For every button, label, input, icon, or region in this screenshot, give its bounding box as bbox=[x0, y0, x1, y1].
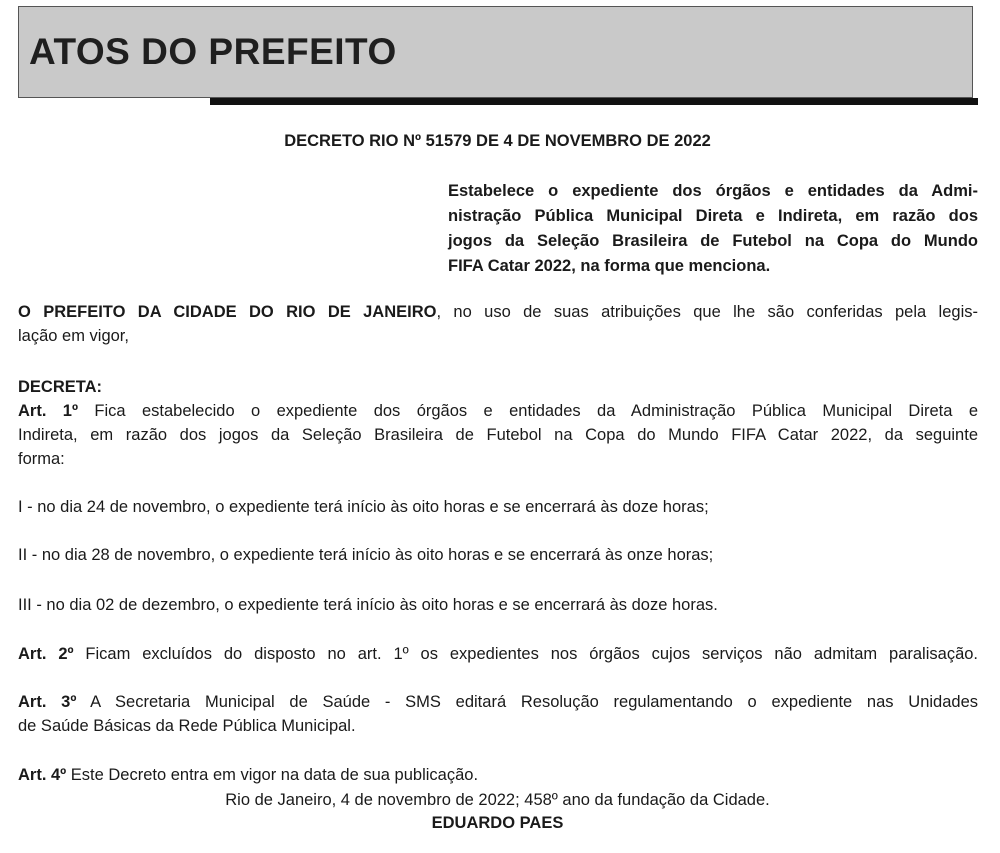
summary-line: nistração Pública Municipal Direta e Indireta, em razão dos bbox=[448, 207, 978, 225]
article-line bbox=[18, 642, 978, 666]
summary-line: jogos da Seleção Brasileira de Futebol na Copa do Mundo bbox=[448, 232, 978, 250]
article-label: Art. 4º bbox=[18, 766, 67, 784]
preamble-line: lação em vigor, bbox=[18, 327, 129, 345]
article-line: forma: bbox=[18, 450, 65, 468]
article-line bbox=[18, 399, 978, 423]
preamble-lead: O PREFEITO DA CIDADE DO RIO DE JANEIRO bbox=[18, 303, 437, 321]
article-2 bbox=[18, 642, 978, 666]
preamble-line bbox=[18, 300, 978, 324]
signature: EDUARDO PAES bbox=[431, 814, 564, 832]
summary-line: FIFA Catar 2022, na forma que menciona. bbox=[448, 257, 771, 275]
article-label: Art. 1º bbox=[18, 402, 79, 420]
decree-title: DECRETO RIO Nº 51579 DE 4 DE NOVEMBRO DE 2022 bbox=[284, 132, 711, 150]
item-iii bbox=[18, 593, 978, 617]
article-label: Art. 2º bbox=[18, 645, 74, 663]
summary-line: Estabelece o expediente dos órgãos e entidades da Admi- bbox=[448, 182, 978, 200]
article-text: Este Decreto entra em vigor na data de sua publicação. bbox=[66, 766, 479, 784]
article-label: Art. 3º bbox=[18, 693, 77, 711]
preamble bbox=[18, 300, 978, 348]
article-line: de Saúde Básicas da Rede Pública Municipal. bbox=[18, 717, 356, 735]
list-item: III - no dia 02 de dezembro, o expediente terá início às oito horas e se encerrará às doze horas. bbox=[18, 596, 718, 614]
item-ii bbox=[18, 543, 978, 567]
header-shadow-bar bbox=[210, 98, 978, 105]
article-text: Ficam excluídos do disposto no art. 1º os expedientes nos órgãos cujos serviços não admitam paralisação. bbox=[73, 645, 979, 663]
list-item: I - no dia 24 de novembro, o expediente terá início às oito horas e se encerrará às doze horas; bbox=[18, 498, 709, 516]
article-1 bbox=[18, 375, 978, 471]
decreta-heading: DECRETA: bbox=[18, 378, 103, 396]
article-text: A Secretaria Municipal de Saúde - SMS editará Resolução regulamentando o expediente nas Unidades bbox=[76, 693, 978, 711]
article-line bbox=[18, 763, 978, 787]
section-header bbox=[18, 6, 973, 98]
section-title: ATOS DO PREFEITO bbox=[29, 31, 397, 72]
article-3 bbox=[18, 690, 978, 738]
preamble-text: , no uso de suas atribuições que lhe são conferidas pela legis- bbox=[436, 303, 978, 321]
article-4 bbox=[18, 763, 978, 787]
list-item: II - no dia 28 de novembro, o expediente terá início às oito horas e se encerrará às onze horas; bbox=[18, 546, 714, 564]
item-i bbox=[18, 495, 978, 519]
article-line bbox=[18, 690, 978, 714]
article-line: Indireta, em razão dos jogos da Seleção Brasileira de Futebol na Copa do Mundo FIFA Catar 2022, da seguinte bbox=[18, 426, 978, 444]
decree-summary bbox=[448, 179, 978, 279]
place-date: Rio de Janeiro, 4 de novembro de 2022; 458º ano da fundação da Cidade. bbox=[225, 791, 770, 809]
article-text: Fica estabelecido o expediente dos órgãos e entidades da Administração Pública Municipal Direta e bbox=[78, 402, 978, 420]
